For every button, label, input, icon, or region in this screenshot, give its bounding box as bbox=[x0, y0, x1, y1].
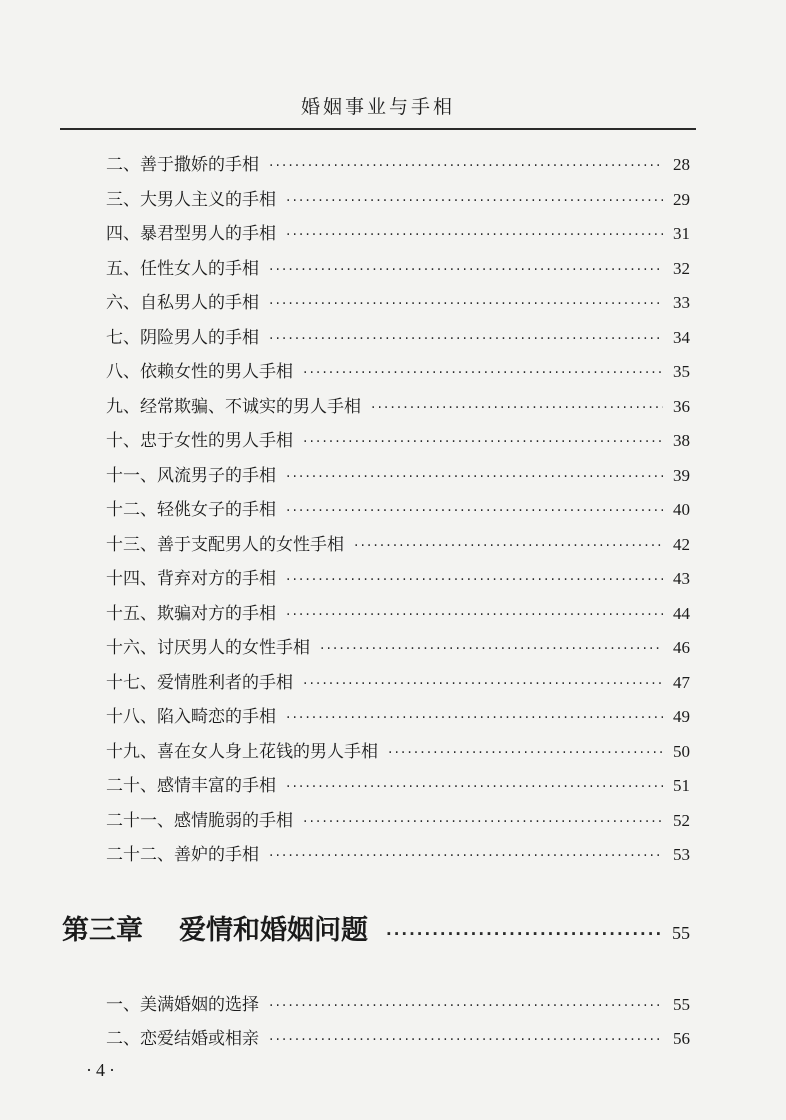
toc-entry-label: 六、自私男人的手相 bbox=[106, 293, 259, 313]
toc-entry-page: 36 bbox=[673, 396, 690, 416]
toc-chapter-heading[interactable] bbox=[62, 908, 690, 948]
toc-entry-page: 35 bbox=[673, 362, 690, 381]
chapter-page: 55 bbox=[672, 923, 690, 943]
dot-leader bbox=[303, 676, 663, 692]
toc-entry-page: 55 bbox=[673, 995, 690, 1014]
toc-entry-label: 二、恋爱结婚或相亲 bbox=[106, 1029, 259, 1049]
header-rule bbox=[60, 128, 696, 130]
toc-entry-label: 十五、欺骗对方的手相 bbox=[106, 603, 276, 624]
toc-entry-page: 39 bbox=[673, 465, 690, 485]
dot-leader bbox=[354, 538, 663, 554]
dot-leader bbox=[269, 262, 663, 278]
toc-entry-page: 32 bbox=[673, 258, 690, 278]
toc-entry[interactable] bbox=[106, 564, 690, 594]
dot-leader bbox=[320, 641, 663, 657]
running-header: 婚姻事业与手相 bbox=[300, 96, 455, 118]
dot-leader bbox=[303, 814, 663, 830]
page-number: ·4· bbox=[86, 1060, 119, 1080]
toc-entry-page: 53 bbox=[673, 845, 690, 864]
dot-leader bbox=[286, 227, 663, 243]
toc-entry[interactable] bbox=[106, 461, 690, 491]
toc-entry[interactable] bbox=[106, 323, 690, 353]
toc-entry[interactable] bbox=[106, 702, 690, 732]
dot-leader bbox=[371, 400, 663, 416]
dot-leader bbox=[386, 925, 662, 943]
toc-entry[interactable] bbox=[106, 668, 690, 698]
dot-leader bbox=[286, 503, 663, 519]
toc-entry[interactable] bbox=[106, 806, 690, 836]
toc-entry-page: 34 bbox=[673, 327, 690, 347]
toc-entry-label: 十、忠于女性的男人手相 bbox=[106, 431, 293, 451]
dot-leader bbox=[269, 1032, 663, 1048]
toc-entry[interactable] bbox=[106, 357, 690, 387]
dot-leader bbox=[269, 998, 663, 1014]
toc-entry[interactable] bbox=[106, 840, 690, 870]
dot-leader bbox=[269, 158, 663, 174]
toc-entry-page: 49 bbox=[673, 707, 690, 726]
toc-entry[interactable] bbox=[106, 150, 690, 180]
toc-entry-label: 十七、爱情胜利者的手相 bbox=[106, 672, 293, 693]
toc-entry-page: 46 bbox=[673, 638, 690, 657]
toc-entry[interactable] bbox=[106, 1024, 690, 1054]
toc-entry[interactable] bbox=[106, 254, 690, 284]
toc-entry-page: 44 bbox=[673, 603, 690, 623]
toc-entry-label: 十三、善于支配男人的女性手相 bbox=[106, 534, 344, 555]
toc-entry-label: 四、暴君型男人的手相 bbox=[106, 224, 276, 244]
toc-entry-label: 二、善于撒娇的手相 bbox=[106, 155, 259, 175]
toc-entry-label: 九、经常欺骗、不诚实的男人手相 bbox=[106, 396, 361, 417]
toc-entry[interactable] bbox=[106, 426, 690, 456]
chapter-number: 第三章 bbox=[62, 915, 143, 946]
dot-leader bbox=[269, 848, 663, 864]
toc-entry-label: 八、依赖女性的男人手相 bbox=[106, 362, 293, 382]
toc-entry-label: 十一、风流男子的手相 bbox=[106, 465, 276, 486]
toc-entry[interactable] bbox=[106, 633, 690, 663]
toc-entry-page: 33 bbox=[673, 293, 690, 312]
toc-entry[interactable] bbox=[106, 771, 690, 801]
dot-leader bbox=[303, 434, 663, 450]
dot-leader bbox=[286, 193, 663, 209]
toc-entry[interactable] bbox=[106, 495, 690, 525]
dot-leader bbox=[286, 572, 663, 588]
toc-entry-label: 十六、讨厌男人的女性手相 bbox=[106, 638, 310, 658]
toc-entry-page: 40 bbox=[673, 500, 690, 519]
toc-entry-page: 31 bbox=[673, 224, 690, 243]
toc-entry-page: 38 bbox=[673, 431, 690, 450]
dot-leader bbox=[269, 331, 663, 347]
toc-entry-label: 十九、喜在女人身上花钱的男人手相 bbox=[106, 741, 378, 762]
toc-entry-label: 三、大男人主义的手相 bbox=[106, 189, 276, 210]
toc-entry[interactable] bbox=[106, 737, 690, 767]
dot-leader bbox=[286, 469, 663, 485]
toc-entry-page: 56 bbox=[673, 1029, 690, 1048]
toc-entry-page: 42 bbox=[673, 534, 690, 554]
toc-entry-label: 十四、背弃对方的手相 bbox=[106, 569, 276, 589]
toc-entry[interactable] bbox=[106, 530, 690, 560]
toc-entry-label: 一、美满婚姻的选择 bbox=[106, 995, 259, 1015]
toc-entry[interactable] bbox=[106, 288, 690, 318]
toc-entry[interactable] bbox=[106, 392, 690, 422]
toc-entry-label: 二十一、感情脆弱的手相 bbox=[106, 810, 293, 831]
toc-entry-page: 51 bbox=[673, 776, 690, 795]
toc-entry-label: 七、阴险男人的手相 bbox=[106, 327, 259, 348]
toc-entry[interactable] bbox=[106, 219, 690, 249]
toc-entry-page: 43 bbox=[673, 569, 690, 588]
dot-leader bbox=[286, 779, 663, 795]
toc-entry[interactable] bbox=[106, 599, 690, 629]
toc-entry-page: 28 bbox=[673, 155, 690, 174]
toc-entry-page: 47 bbox=[673, 672, 690, 692]
toc-entry-label: 二十、感情丰富的手相 bbox=[106, 776, 276, 796]
dot-leader bbox=[388, 745, 663, 761]
toc-entry-label: 十八、陷入畸恋的手相 bbox=[106, 707, 276, 727]
dot-leader bbox=[303, 365, 663, 381]
dot-leader bbox=[286, 710, 663, 726]
dot-leader bbox=[286, 607, 663, 623]
toc-entry-page: 29 bbox=[673, 189, 690, 209]
toc-entry-label: 二十二、善妒的手相 bbox=[106, 845, 259, 865]
toc-entry-label: 十二、轻佻女子的手相 bbox=[106, 500, 276, 520]
toc-entry[interactable] bbox=[106, 185, 690, 215]
chapter-title: 爱情和婚姻问题 bbox=[179, 915, 368, 946]
toc-entry-page: 50 bbox=[673, 741, 690, 761]
dot-leader bbox=[269, 296, 663, 312]
toc-entry-page: 52 bbox=[673, 810, 690, 830]
toc-entry-label: 五、任性女人的手相 bbox=[106, 258, 259, 279]
toc-entry[interactable] bbox=[106, 990, 690, 1020]
